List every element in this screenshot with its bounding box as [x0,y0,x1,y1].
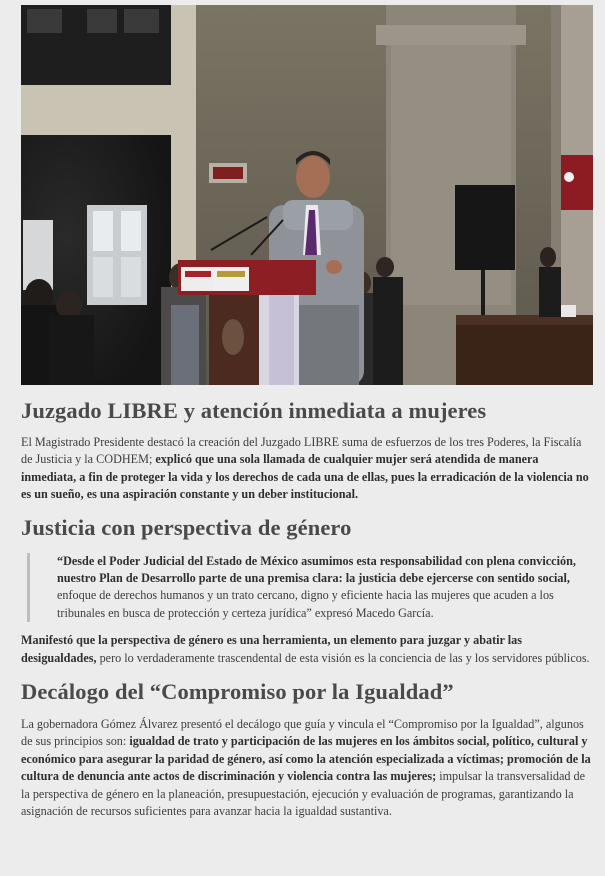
section-paragraph [21,434,593,504]
paragraph-bold-text: explicó que una sola llamada de cualquier mujer será atendida de manera inmediata, a fin de proteger la vida y los derechos de cada una de ellas, pues la erradicación de la violencia no es un sueño, es una aspiración constante y un deber institucional. [21,452,589,502]
paragraph-text: pero lo verdaderamente trascendental de esta visión es la conciencia de las y los servidores públicos. [96,650,590,665]
paragraph-bold-text: igualdad de trato y participación de las mujeres en los ámbitos social, político, cultural y económico para asegurar la paridad de género, así como la atención especializada a víctimas; promoción de la cultura de denuncia ante actos de discriminación y violencia contra las mujeres; [21,734,591,784]
quote-text: enfoque de derechos humanos y un trato cercano, digno y eficiente hacia las mujeres que acuden a los tribunales en busca de protección y certeza jurídica” expresó Macedo García. [57,588,554,620]
paragraph-text: La gobernadora Gómez Álvarez presentó el decálogo que guía y vincula el “Compromiso por la Igualdad”, algunos de sus principios son: [21,717,584,749]
paragraph-text: impulsar la transversalidad de la perspectiva de género en la planeación, presupuestación, ejecución y evaluación de programas, garantizando la asignación de recursos suficientes para avanzar hacia la igualdad sustantiva. [21,769,586,819]
section-title-decalogo: Decálogo del “Compromiso por la Igualdad” [21,679,454,705]
quote-bold-text: “Desde el Poder Judicial del Estado de México asumimos esta responsabilidad con plena convicción, nuestro Plan de Desarrollo parte de una premisa clara: la justicia debe ejercerse con sentido social, [57,553,576,586]
article-photo [21,5,593,385]
quote-paragraph [57,553,577,623]
section-title-justicia-genero: Justicia con perspectiva de género [21,514,352,540]
article-body [21,395,593,821]
section-paragraph [21,716,593,820]
quote-block [27,553,593,623]
section-title-juzgado-libre: Juzgado LIBRE y atención inmediata a mujeres [21,398,487,423]
paragraph-bold-text: Manifestó que la perspectiva de género es una herramienta, un elemento para juzgar y abatir las desigualdades, [21,633,522,665]
speaker-at-podium-image [21,5,593,385]
paragraph-text: El Magistrado Presidente destacó la creación del Juzgado LIBRE suma de esfuerzos de los tres Poderes, la Fiscalía de Justicia y la CODHEM; [21,435,582,467]
section-paragraph [21,632,593,667]
